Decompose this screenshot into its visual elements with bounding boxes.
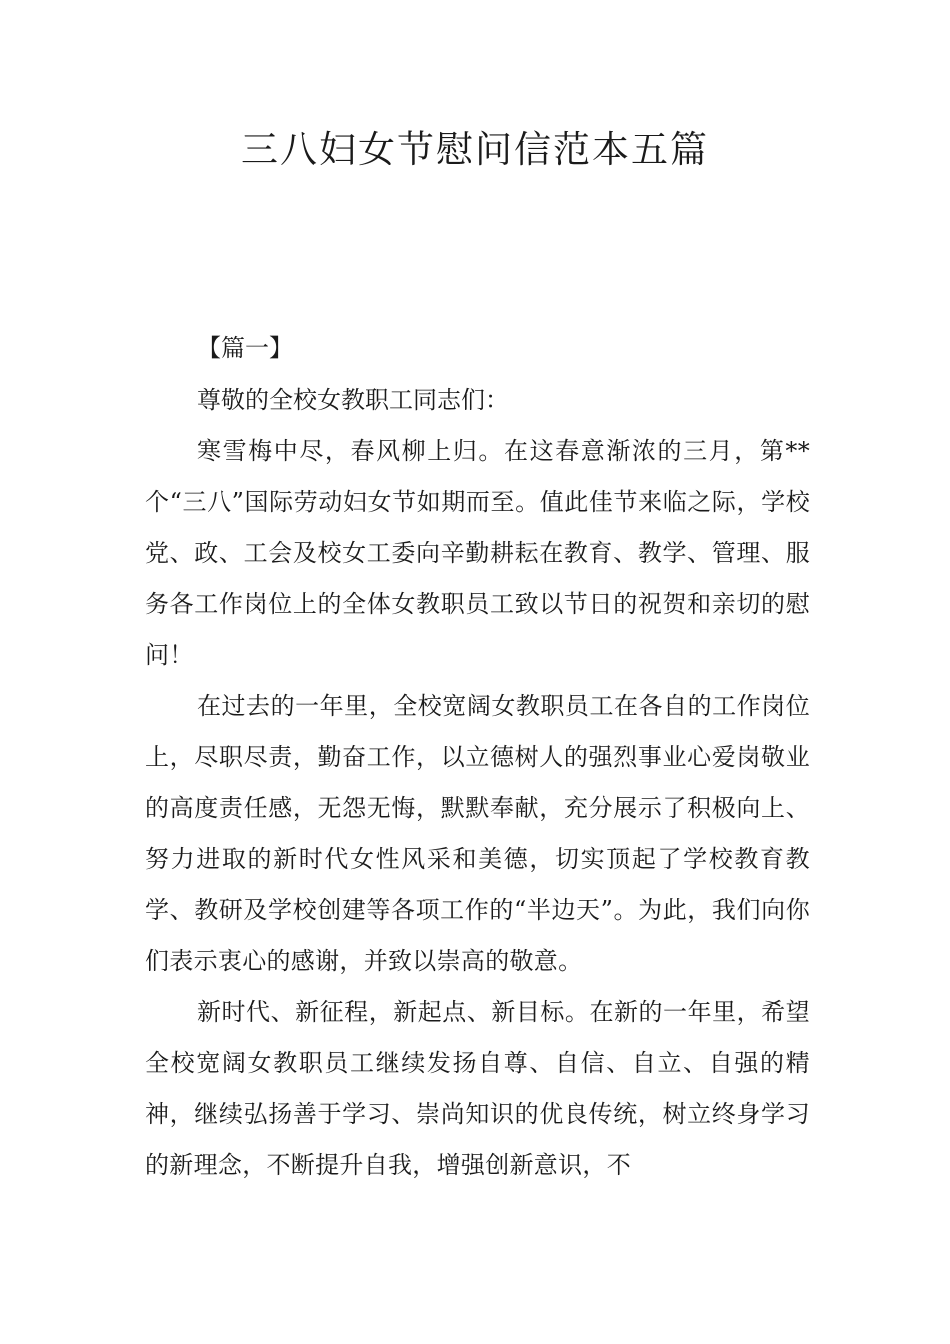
salutation: 尊敬的全校女教职工同志们： <box>197 386 509 414</box>
document-body <box>145 322 810 1191</box>
paragraph: 寒雪梅中尽，春风柳上归。在这春意渐浓的三月，第**个“三八”国际劳动妇女节如期而至。值此佳节来临之际，学校党、政、工会及校女工委向辛勤耕耘在教育、教学、管理、服务各工作岗位上的全体女教职员工致以节日的祝贺和亲切的慰问！ <box>145 437 810 669</box>
document-title: 三八妇女节慰问信范本五篇 <box>241 128 709 171</box>
section-label: 【篇一】 <box>197 334 293 362</box>
paragraph: 在过去的一年里，全校宽阔女教职员工在各自的工作岗位上，尽职尽责，勤奋工作，以立德树人的强烈事业心爱岗敬业的高度责任感，无怨无悔，默默奉献，充分展示了积极向上、努力进取的新时代女性风采和美德，切实顶起了学校教育教学、教研及学校创建等各项工作的“半边天”。为此，我们向你们表示衷心的感谢，并致以崇高的敬意。 <box>145 692 810 975</box>
paragraph: 新时代、新征程，新起点、新目标。在新的一年里，希望全校宽阔女教职员工继续发扬自尊、自信、自立、自强的精神，继续弘扬善于学习、崇尚知识的优良传统，树立终身学习的新理念，不断提升自我，增强创新意识，不 <box>145 998 810 1179</box>
